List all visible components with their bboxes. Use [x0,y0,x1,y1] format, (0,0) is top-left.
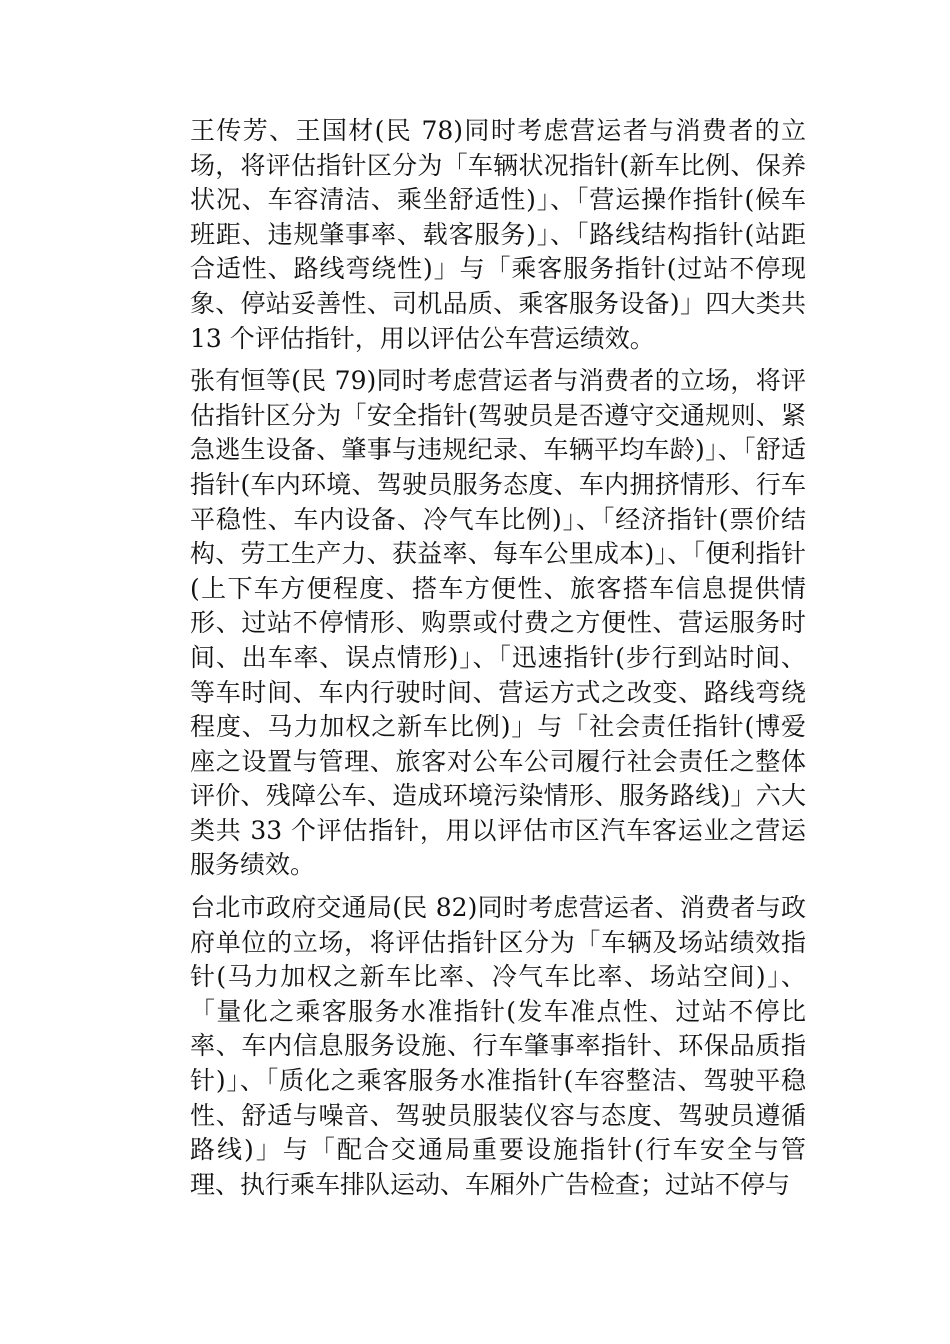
paragraph-3: 台北市政府交通局(民 82)同时考虑营运者、消费者与政府单位的立场，将评估指针区分为「车辆及场站绩效指针(马力加权之新车比率、冷气车比率、场站空间)」、「量化之乘客服务水准指针(发车准点性、过站不停比率、车内信息服务设施、行车肇事率指针、环保品质指针)」、「质化之乘客服务水准指针(车容整洁、驾驶平稳性、舒适与噪音、驾驶员服装仪容与态度、驾驶员遵循路线)」与「配合交通局重要设施指针(行车安全与管理、执行乘车排队运动、车厢外广告检查；过站不停与 [190,893,806,1199]
document-page [190,114,806,1210]
paragraph-2: 张有恒等(民 79)同时考虑营运者与消费者的立场，将评估指针区分为「安全指针(驾驶员是否遵守交通规则、紧急逃生设备、肇事与违规纪录、车辆平均车龄)」、「舒适指针(车内环境、驾驶员服务态度、车内拥挤情形、行车平稳性、车内设备、冷气车比例)」、「经济指针(票价结构、劳工生产力、获益率、每车公里成本)」、「便利指针(上下车方便程度、搭车方便性、旅客搭车信息提供情形、过站不停情形、购票或付费之方便性、营运服务时间、出车率、误点情形)」、「迅速指针(步行到站时间、等车时间、车内行驶时间、营运方式之改变、路线弯绕程度、马力加权之新车比例)」与「社会责任指针(博爱座之设置与管理、旅客对公车公司履行社会责任之整体评价、残障公车、造成环境污染情形、服务路线)」六大类共 33 个评估指针，用以评估市区汽车客运业之营运服务绩效。 [190,366,806,880]
paragraph-1: 王传芳、王国材(民 78)同时考虑营运者与消费者的立场，将评估指针区分为「车辆状况指针(新车比例、保养状况、车容清洁、乘坐舒适性)」、「营运操作指针(候车班距、违规肇事率、载客服务)」、「路线结构指针(站距合适性、路线弯绕性)」与「乘客服务指针(过站不停现象、停站妥善性、司机品质、乘客服务设备)」四大类共 13 个评估指针，用以评估公车营运绩效。 [190,116,806,353]
